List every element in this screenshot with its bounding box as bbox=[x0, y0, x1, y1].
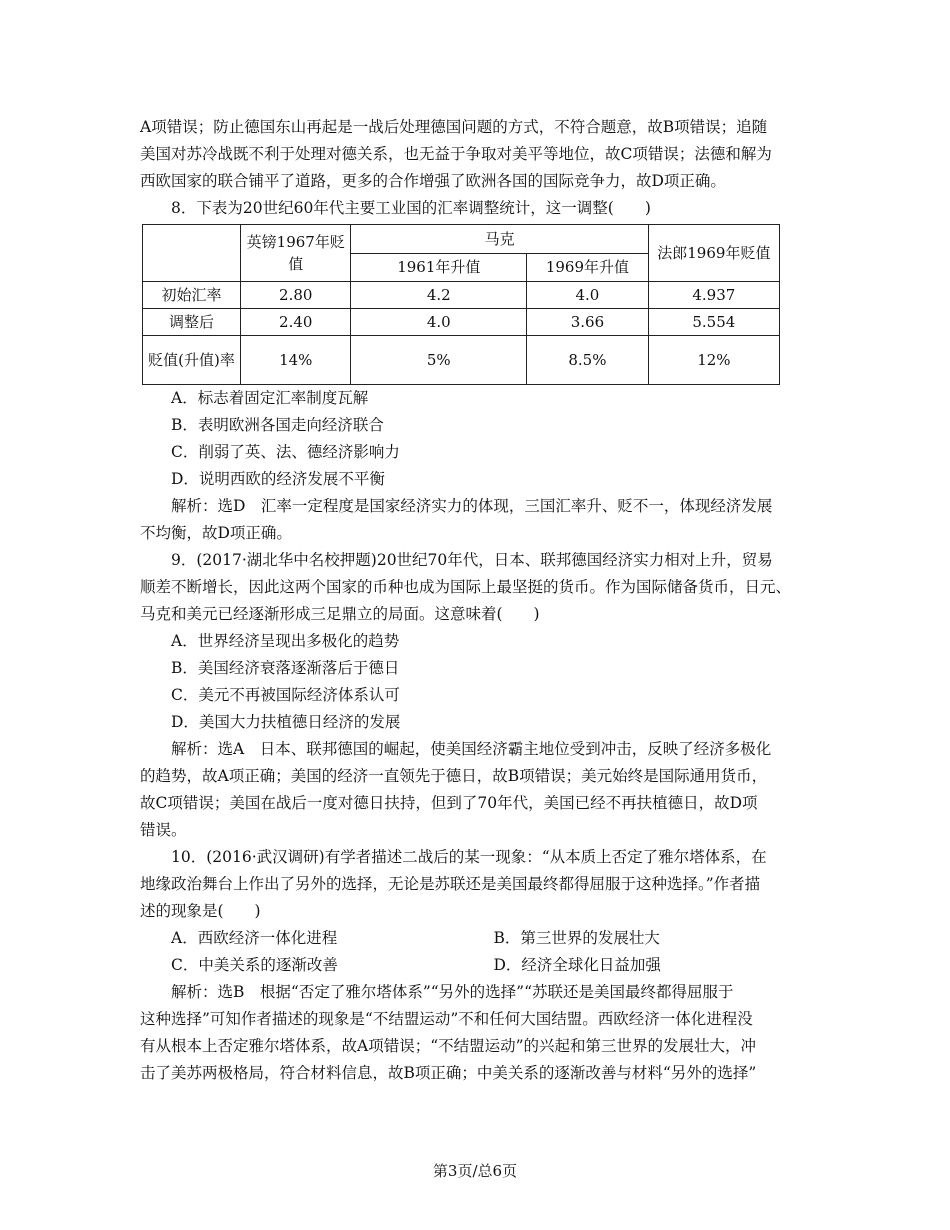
q10-stem-line: 述的现象是( ) bbox=[140, 902, 261, 920]
q8-option-a: A．标志着固定汇率制度瓦解 bbox=[171, 389, 369, 407]
q9-analysis-line: 的趋势，故A项正确；美国的经济一直领先于德日，故B项错误；美元始终是国际通用货币， bbox=[140, 767, 768, 785]
cell-value: 4.937 bbox=[648, 282, 779, 309]
q9-analysis-line: 故C项错误；美国在战后一度对德日扶持，但到了70年代，美国已经不再扶植德日，故D项 bbox=[140, 794, 758, 812]
cell-value: 5% bbox=[351, 336, 527, 385]
q9-option-d: D．美国大力扶植德日经济的发展 bbox=[171, 713, 401, 731]
q9-option-a: A．世界经济呈现出多极化的趋势 bbox=[171, 632, 400, 650]
q10-analysis-line: 有从根本上否定雅尔塔体系，故A项错误；“不结盟运动”的兴起和第三世界的发展壮大，冲 bbox=[140, 1037, 757, 1055]
page-content bbox=[140, 114, 816, 1087]
exchange-rate-table bbox=[142, 224, 780, 385]
cell-value: 3.66 bbox=[527, 309, 649, 336]
table-row bbox=[143, 309, 780, 336]
q10-analysis-line: 解析：选B 根据“否定了雅尔塔体系”“另外的选择”“苏联还是美国最终都得屈服于 bbox=[171, 983, 734, 1001]
table-row bbox=[143, 282, 780, 309]
q8-option-b: B．表明欧洲各国走向经济联合 bbox=[171, 416, 384, 434]
q10-option-b: B．第三世界的发展壮大 bbox=[493, 929, 660, 947]
q9-stem-line: 9．(2017·湖北华中名校押题)20世纪70年代，日本、联邦德国经济实力相对上升，贸易 bbox=[171, 551, 773, 569]
table-row bbox=[143, 336, 780, 385]
header-mark-1969: 1969年升值 bbox=[527, 253, 649, 282]
q10-analysis-line: 击了美苏两极格局，符合材料信息，故B项正确；中美关系的逐渐改善与材料“另外的选择” bbox=[140, 1064, 757, 1082]
cell-value: 2.40 bbox=[241, 309, 351, 336]
q8-stem: 8．下表为20世纪60年代主要工业国的汇率调整统计，这一调整( ) bbox=[171, 199, 651, 217]
q8-option-c: C．削弱了英、法、德经济影响力 bbox=[171, 443, 400, 461]
q10-options-row bbox=[140, 925, 816, 952]
q9-stem-line: 顺差不断增长，因此这两个国家的币种也成为国际上最坚挺的货币。作为国际储备货币，日元、 bbox=[140, 578, 792, 596]
row-label: 初始汇率 bbox=[143, 282, 241, 309]
q9-analysis-line: 错误。 bbox=[140, 821, 187, 839]
q8-option-d: D．说明西欧的经济发展不平衡 bbox=[171, 470, 385, 488]
cell-value: 4.0 bbox=[351, 309, 527, 336]
cell-value: 4.0 bbox=[527, 282, 649, 309]
q10-options-row bbox=[140, 952, 816, 979]
intro-line: 西欧国家的联合铺平了道路，更多的合作增强了欧洲各国的国际竞争力，故D项正确。 bbox=[140, 172, 726, 190]
q10-stem-line: 地缘政治舞台上作出了另外的选择，无论是苏联还是美国最终都得屈服于这种选择。”作者描 bbox=[140, 875, 761, 893]
cell-value: 4.2 bbox=[351, 282, 527, 309]
header-mark-1961: 1961年升值 bbox=[351, 253, 527, 282]
cell-value: 12% bbox=[648, 336, 779, 385]
q9-analysis-line: 解析：选A 日本、联邦德国的崛起，使美国经济霸主地位受到冲击，反映了经济多极化 bbox=[171, 740, 772, 758]
q10-option-c: C．中美关系的逐渐改善 bbox=[171, 956, 338, 974]
q10-option-d: D．经济全球化日益加强 bbox=[493, 956, 661, 974]
header-mark: 马克 bbox=[351, 225, 648, 254]
q10-analysis-line: 这种选择”可知作者描述的现象是“不结盟运动”不和任何大国结盟。西欧经济一体化进程没 bbox=[140, 1010, 753, 1028]
q9-stem-line: 马克和美元已经逐渐形成三足鼎立的局面。这意味着( ) bbox=[140, 605, 540, 623]
q8-analysis-line: 解析：选D 汇率一定程度是国家经济实力的体现，三国汇率升、贬不一，体现经济发展 bbox=[171, 497, 773, 515]
header-pound-1967: 英镑1967年贬值 bbox=[241, 225, 351, 282]
page-number: 第3页/总6页 bbox=[432, 1162, 518, 1180]
q9-option-b: B．美国经济衰落逐渐落后于德日 bbox=[171, 659, 400, 677]
cell-value: 2.80 bbox=[241, 282, 351, 309]
row-label: 贬值(升值)率 bbox=[143, 336, 241, 385]
cell-value: 14% bbox=[241, 336, 351, 385]
q10-stem-line: 10．(2016·武汉调研)有学者描述二战后的某一现象：“从本质上否定了雅尔塔体系，在 bbox=[171, 848, 767, 866]
row-label: 调整后 bbox=[143, 309, 241, 336]
q10-option-a: A．西欧经济一体化进程 bbox=[171, 929, 338, 947]
cell-value: 5.554 bbox=[648, 309, 779, 336]
table-corner-cell bbox=[143, 225, 241, 282]
intro-line: 美国对苏冷战既不利于处理对德关系，也无益于争取对美平等地位，故C项错误；法德和解为 bbox=[140, 145, 772, 163]
cell-value: 8.5% bbox=[527, 336, 649, 385]
q9-option-c: C．美元不再被国际经济体系认可 bbox=[171, 686, 400, 704]
q8-analysis-line: 不均衡，故D项正确。 bbox=[140, 524, 292, 542]
intro-line: A项错误；防止德国东山再起是一战后处理德国问题的方式，不符合题意，故B项错误；追随 bbox=[140, 118, 768, 136]
header-franc-1969: 法郎1969年贬值 bbox=[648, 225, 779, 282]
